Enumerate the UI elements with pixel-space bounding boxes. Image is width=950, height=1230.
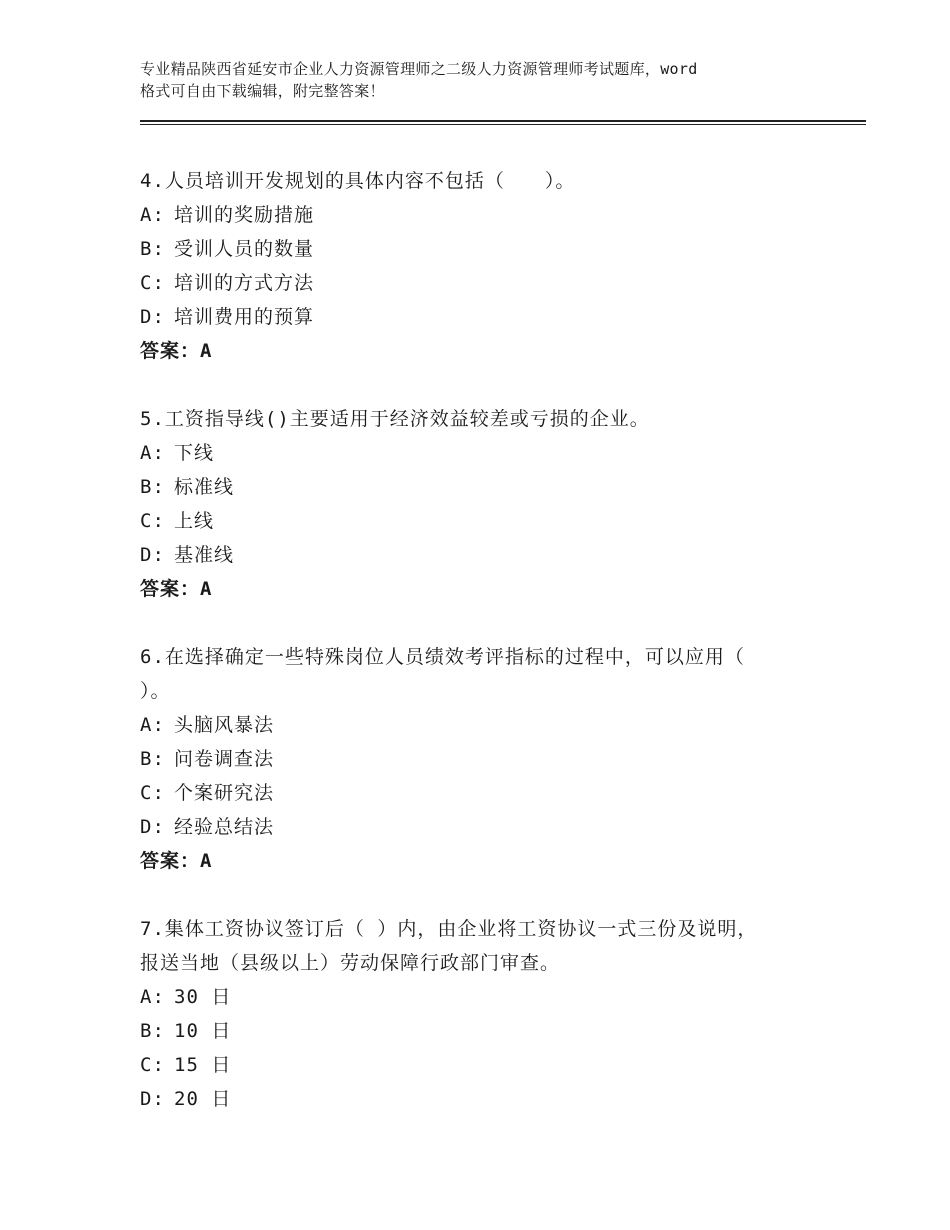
- option-key: C:: [140, 782, 165, 804]
- option-text: 培训的奖励措施: [174, 204, 315, 226]
- option-key: B:: [140, 748, 165, 770]
- question-5: [140, 402, 840, 606]
- option-text: 下线: [174, 442, 215, 464]
- header-divider-thick: [140, 120, 866, 122]
- option-d: [140, 538, 840, 572]
- option-d: [140, 300, 840, 334]
- option-a: [140, 436, 840, 470]
- option-a: [140, 198, 840, 232]
- option-key: A:: [140, 204, 165, 226]
- option-key: D:: [140, 816, 165, 838]
- option-a: [140, 980, 840, 1014]
- option-text: 基准线: [174, 544, 235, 566]
- answer-line: [140, 572, 840, 606]
- option-text: 问卷调查法: [174, 748, 275, 770]
- question-stem: 7.集体工资协议签订后（ ）内，由企业将工资协议一式三份及说明， 报送当地（县级以上）劳动保障行政部门审查。: [140, 918, 758, 974]
- option-text: 15 日: [174, 1054, 232, 1076]
- option-key: C:: [140, 272, 165, 294]
- option-text: 受训人员的数量: [174, 238, 315, 260]
- option-text: 30 日: [174, 986, 232, 1008]
- question-4: [140, 164, 840, 368]
- option-text: 10 日: [174, 1020, 232, 1042]
- answer-value: A: [200, 850, 212, 872]
- option-c: [140, 504, 840, 538]
- question-stem: 4.人员培训开发规划的具体内容不包括（ ）。: [140, 170, 576, 192]
- question-7: [140, 912, 840, 1116]
- header-divider-thin: [140, 124, 866, 125]
- option-key: C:: [140, 1054, 165, 1076]
- answer-label: 答案：: [140, 340, 201, 362]
- option-b: [140, 742, 840, 776]
- answer-value: A: [200, 578, 212, 600]
- option-text: 上线: [174, 510, 215, 532]
- option-key: D:: [140, 306, 165, 328]
- option-key: B:: [140, 476, 165, 498]
- answer-label: 答案：: [140, 578, 201, 600]
- option-key: C:: [140, 510, 165, 532]
- answer-line: [140, 334, 840, 368]
- option-a: [140, 708, 840, 742]
- answer-label: 答案：: [140, 850, 201, 872]
- option-key: A:: [140, 986, 165, 1008]
- question-stem: 5.工资指导线()主要适用于经济效益较差或亏损的企业。: [140, 408, 650, 430]
- option-text: 经验总结法: [174, 816, 275, 838]
- option-key: B:: [140, 1020, 165, 1042]
- option-c: [140, 776, 840, 810]
- option-key: A:: [140, 442, 165, 464]
- answer-line: [140, 844, 840, 878]
- option-text: 培训的方式方法: [174, 272, 315, 294]
- option-b: [140, 470, 840, 504]
- option-text: 培训费用的预算: [174, 306, 315, 328]
- option-d: [140, 810, 840, 844]
- option-key: D:: [140, 544, 165, 566]
- option-key: D:: [140, 1088, 165, 1110]
- option-d: [140, 1082, 840, 1116]
- option-c: [140, 266, 840, 300]
- question-list: [140, 164, 840, 1150]
- option-text: 20 日: [174, 1088, 232, 1110]
- document-header: 专业精品陕西省延安市企业人力资源管理师之二级人力资源管理师考试题库，word 格式可自由下载编辑，附完整答案！: [140, 60, 698, 100]
- option-c: [140, 1048, 840, 1082]
- option-text: 头脑风暴法: [174, 714, 275, 736]
- option-key: A:: [140, 714, 165, 736]
- question-6: [140, 640, 840, 878]
- option-b: [140, 232, 840, 266]
- question-stem: 6.在选择确定一些特殊岗位人员绩效考评指标的过程中，可以应用（ ）。: [140, 646, 745, 702]
- answer-value: A: [200, 340, 212, 362]
- option-text: 标准线: [174, 476, 235, 498]
- option-b: [140, 1014, 840, 1048]
- option-text: 个案研究法: [174, 782, 275, 804]
- option-key: B:: [140, 238, 165, 260]
